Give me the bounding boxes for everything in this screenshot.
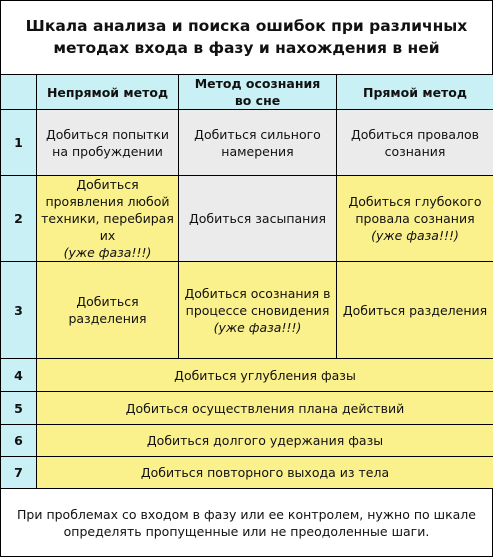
- cell-span: Добиться долгого удержания фазы: [37, 425, 493, 457]
- cell-span: Добиться осуществления плана действий: [37, 392, 493, 425]
- header-corner: [1, 75, 37, 110]
- cell-text: Добиться осознания в процессе сновидения: [184, 285, 331, 318]
- cell-span: Добиться углубления фазы: [37, 359, 493, 392]
- cell-note: (уже фаза!!!): [213, 319, 302, 335]
- header-row: [1, 75, 493, 110]
- cell-direct: [337, 176, 493, 262]
- table-row: [1, 392, 493, 425]
- column-header-indirect: Непрямой метод: [37, 75, 179, 110]
- table-row: [1, 262, 493, 359]
- cell-note: (уже фаза!!!): [63, 245, 152, 260]
- cell-direct: Добиться провалов сознания: [337, 110, 493, 176]
- step-number: 5: [1, 392, 37, 425]
- cell-indirect: Добиться разделения: [37, 262, 179, 359]
- table-row: [1, 425, 493, 457]
- table-row: [1, 110, 493, 176]
- column-header-dream-line-2: во сне: [234, 93, 281, 108]
- cell-text: Добиться глубокого провала сознания: [348, 194, 482, 226]
- cell-indirect: [37, 176, 179, 262]
- step-number: 3: [1, 262, 37, 359]
- step-number: 6: [1, 425, 37, 457]
- table-row: [1, 457, 493, 489]
- cell-note: (уже фаза!!!): [371, 228, 459, 243]
- title-line-1: Шкала анализа и поиска ошибок при различных: [25, 17, 468, 35]
- table-row: [1, 176, 493, 262]
- step-number: 1: [1, 110, 37, 176]
- column-header-dream-awareness: [179, 75, 337, 110]
- cell-dream: Добиться сильного намерения: [179, 110, 337, 176]
- step-number: 4: [1, 359, 37, 392]
- page-title: [1, 1, 492, 73]
- title-line-2: методах входа в фазу и нахождения в ней: [53, 39, 440, 57]
- cell-span: Добиться повторного выхода из тела: [37, 457, 493, 489]
- cell-dream: [179, 262, 337, 359]
- cell-dream: Добиться засыпания: [179, 176, 337, 262]
- footer-note: При проблемах со входом в фазу или ее контролем, нужно по шкале определять пропущенные или не преодоленные шаги.: [17, 507, 476, 539]
- table-row: [1, 359, 493, 392]
- step-number: 7: [1, 457, 37, 489]
- column-header-direct: Прямой метод: [337, 75, 493, 110]
- step-number: 2: [1, 176, 37, 262]
- cell-text: Добиться проявления любой техники, перебирая их: [41, 177, 174, 243]
- error-scale-table: [0, 74, 493, 489]
- column-header-dream-line-1: Метод осознания: [194, 76, 321, 91]
- cell-direct: Добиться разделения: [337, 262, 493, 359]
- cell-indirect: Добиться попытки на пробуждении: [37, 110, 179, 176]
